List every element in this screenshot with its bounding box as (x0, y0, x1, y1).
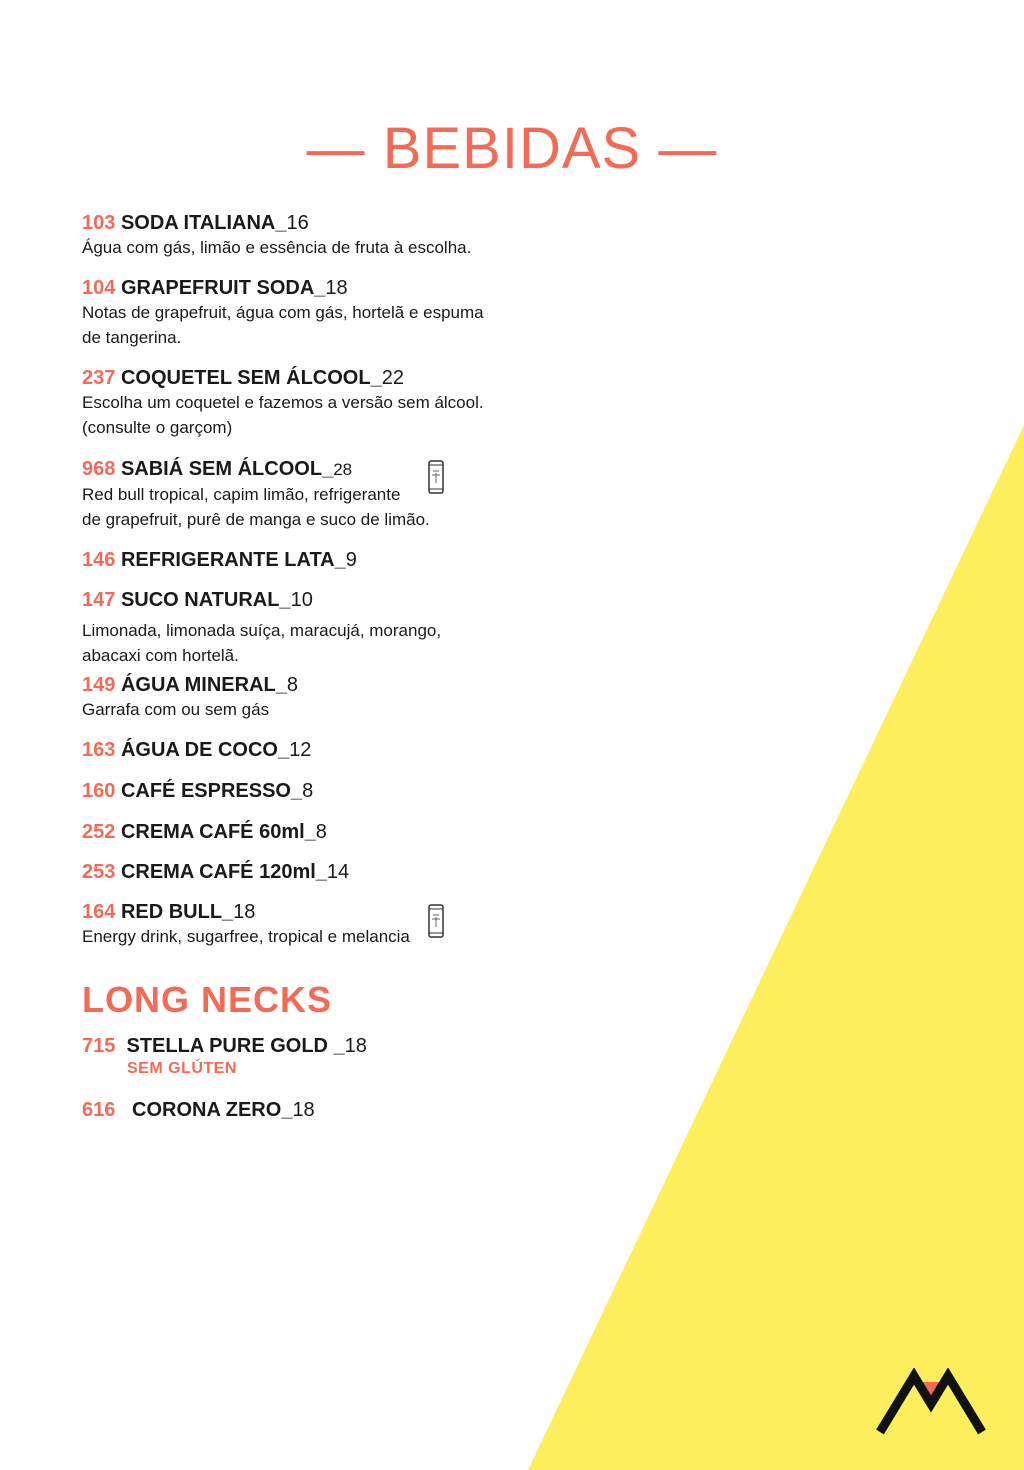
item-name: SABIÁ SEM ÁLCOOL (120, 458, 323, 480)
item-code: 147 (82, 589, 116, 611)
item-description: Limonada, limonada suíça, maracujá, morango, (82, 621, 442, 640)
item-description: Notas de grapefruit, água com gás, hortelã e espuma (82, 303, 484, 322)
gluten-free-tag: SEM GLÚTEN (127, 1060, 237, 1077)
item-price: 9 (345, 549, 357, 571)
item-price: 8 (302, 780, 314, 802)
item-code: 968 (82, 458, 116, 480)
item-code: 237 (82, 367, 116, 389)
menu-item (82, 276, 484, 350)
item-name: ÁGUA MINERAL (120, 674, 276, 696)
item-name: CREMA CAFÉ 120ml (120, 861, 316, 883)
item-price: 22 (381, 367, 404, 389)
item-separator: _ (275, 212, 287, 234)
menu-item (82, 1034, 367, 1080)
item-description: de grapefruit, purê de manga e suco de limão. (82, 510, 430, 529)
item-price: 8 (286, 674, 298, 696)
item-code: 252 (82, 821, 116, 843)
red-bull-can-icon (428, 459, 444, 495)
menu-item (82, 366, 484, 440)
item-code: 104 (82, 277, 116, 299)
item-name: STELLA PURE GOLD (126, 1035, 328, 1057)
item-separator: _ (304, 821, 316, 843)
item-code: 160 (82, 780, 116, 802)
item-separator: _ (322, 458, 334, 480)
item-name: CREMA CAFÉ 60ml (120, 821, 305, 843)
item-name: COQUETEL SEM ÁLCOOL (120, 367, 371, 389)
red-bull-can-icon (428, 903, 444, 939)
item-price: 18 (233, 901, 256, 923)
menu-item (82, 779, 313, 803)
item-code: 149 (82, 674, 116, 696)
item-price: 18 (344, 1035, 367, 1057)
menu-item (82, 1098, 315, 1122)
item-separator: _ (222, 901, 234, 923)
item-name: CORONA ZERO (132, 1099, 282, 1121)
item-description: abacaxi com hortelã. (82, 646, 239, 665)
item-price: 18 (325, 277, 348, 299)
item-code: 616 (82, 1099, 116, 1121)
item-separator: _ (290, 780, 303, 802)
menu-item (82, 820, 327, 844)
item-description: Escolha um coquetel e fazemos a versão sem álcool. (82, 393, 484, 412)
item-code: 253 (82, 861, 116, 883)
item-code: 163 (82, 739, 116, 761)
item-separator: _ (279, 589, 291, 611)
menu-item (82, 673, 298, 722)
item-description: Energy drink, sugarfree, tropical e melancia (82, 927, 410, 946)
item-name: RED BULL (120, 901, 223, 923)
item-price: 16 (286, 212, 309, 234)
item-code: 715 (82, 1035, 116, 1057)
item-separator: _ (314, 277, 326, 299)
section-title-long-necks: LONG NECKS (82, 979, 333, 1020)
item-name: ÁGUA DE COCO (120, 739, 278, 761)
item-separator: _ (275, 674, 287, 696)
menu-item (82, 900, 410, 949)
menu-item (82, 738, 311, 762)
item-name: SODA ITALIANA (120, 212, 276, 234)
item-description: de tangerina. (82, 328, 182, 347)
item-separator: _ (315, 861, 327, 883)
item-separator: _ (281, 1099, 293, 1121)
item-price: 12 (289, 739, 312, 761)
item-price: 8 (315, 821, 327, 843)
page-title: — BEBIDAS — (306, 116, 718, 181)
item-price: 28 (333, 460, 353, 479)
item-name: REFRIGERANTE LATA (120, 549, 335, 571)
item-price: 18 (292, 1099, 315, 1121)
item-separator: _ (327, 1035, 345, 1057)
menu-item (82, 860, 349, 884)
menu-item (82, 588, 441, 668)
item-description: Garrafa com ou sem gás (82, 700, 270, 719)
item-separator: _ (370, 367, 382, 389)
item-price: 14 (326, 861, 350, 883)
item-name: CAFÉ ESPRESSO (120, 780, 291, 802)
item-separator: _ (334, 549, 346, 571)
item-name: SUCO NATURAL (120, 589, 280, 611)
item-description: (consulte o garçom) (82, 418, 233, 437)
m-logo-icon (876, 1368, 986, 1436)
menu-item (82, 211, 471, 260)
item-description: Água com gás, limão e essência de fruta à escolha. (82, 238, 472, 257)
menu-item (82, 457, 430, 532)
item-separator: _ (277, 739, 290, 761)
item-code: 164 (82, 901, 116, 923)
item-price: 10 (290, 589, 313, 611)
item-code: 103 (82, 212, 116, 234)
item-description: Red bull tropical, capim limão, refrigerante (82, 485, 401, 504)
menu-item (82, 548, 357, 572)
item-name: GRAPEFRUIT SODA (120, 277, 315, 299)
item-code: 146 (82, 549, 116, 571)
